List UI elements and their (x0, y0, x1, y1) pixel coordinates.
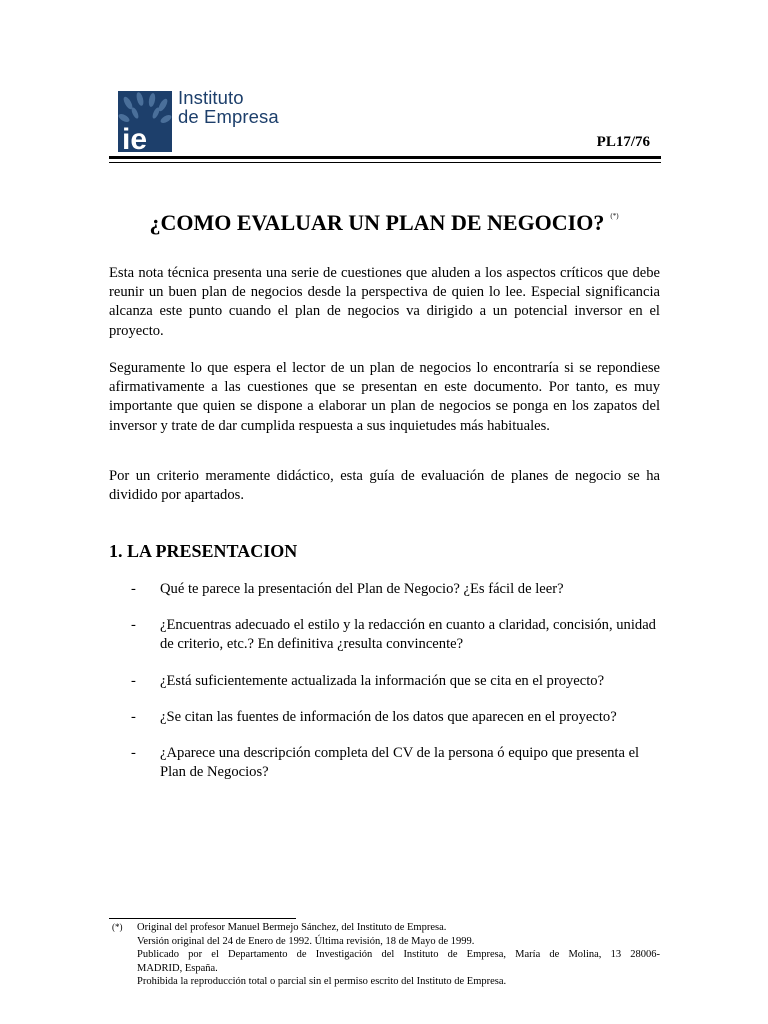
footnote-line: Versión original del 24 de Enero de 1992. Última revisión, 18 de Mayo de 1999. (137, 935, 475, 947)
list-item-text: ¿Encuentras adecuado el estilo y la redacción en cuanto a claridad, concisión, unidad de criterio, etc.? En definitiva ¿resulta convincente? (160, 617, 656, 653)
leaves-icon (118, 91, 172, 152)
logo-mark-text: ie (122, 123, 148, 152)
footnote-line: Publicado por el Departamento de Investigación del Instituto de Empresa, María de Molina, 13 28006- (137, 949, 660, 960)
footnote-line: Original del profesor Manuel Bermejo Sánchez, del Instituto de Empresa. (137, 922, 447, 933)
footnote-mark: (*) (112, 922, 123, 932)
list-item-text: ¿Se citan las fuentes de información de los datos que aparecen en el proyecto? (160, 709, 617, 725)
list-dash: - (131, 581, 136, 597)
logo-line-2: de Empresa (178, 106, 279, 127)
institute-logo (118, 88, 318, 152)
list-item-text: ¿Aparece una descripción completa del CV de la persona ó equipo que presenta el Plan de Negocios? (160, 745, 640, 781)
title-footnote-ref: (*) (610, 212, 619, 220)
footnote-line: MADRID, España. (137, 962, 218, 974)
header-rule-thin (109, 162, 661, 163)
header-rule-thick (109, 156, 661, 159)
list-item-text: Qué te parece la presentación del Plan de Negocio? ¿Es fácil de leer? (160, 581, 564, 597)
footnote-rule (109, 918, 296, 919)
intro-paragraph-3: Por un criterio meramente didáctico, esta guía de evaluación de planes de negocio se ha dividido por apartados. (109, 468, 660, 504)
section-heading: 1. LA PRESENTACION (109, 541, 298, 561)
intro-paragraph-1: Esta nota técnica presenta una serie de cuestiones que aluden a los aspectos críticos que debe reunir un buen plan de negocios desde la perspectiva de quien lo lee. Especial significancia alcanza este punto cuando el plan de negocios va dirigido a un potencial inversor en el proyecto. (109, 265, 660, 339)
list-dash: - (131, 617, 136, 633)
footnote-lines (137, 921, 660, 989)
document-code: PL17/76 (596, 134, 650, 150)
logo-wordmark (178, 88, 279, 126)
logo-line-1: Instituto (178, 87, 244, 108)
list-dash: - (131, 673, 136, 689)
ie-logo-mark (118, 91, 172, 152)
intro-paragraph-2: Seguramente lo que espera el lector de un plan de negocios lo encontraría si se repondiese afirmativamente a las cuestiones que se presentan en este documento. Por tanto, es muy importante que quien se dispone a elaborar un plan de negocios se ponga en los zapatos del inversor y trate de dar cumplida respuesta a sus inquietudes más habituales. (109, 360, 660, 434)
list-dash: - (131, 709, 136, 725)
page-title (0, 202, 768, 237)
footnote-line: Prohibida la reproducción total o parcial sin el permiso escrito del Instituto de Empresa. (137, 976, 507, 987)
list-item-text: ¿Está suficientemente actualizada la información que se cita en el proyecto? (160, 673, 605, 689)
list-dash: - (131, 745, 136, 761)
title-text: ¿COMO EVALUAR UN PLAN DE NEGOCIO? (149, 210, 605, 235)
